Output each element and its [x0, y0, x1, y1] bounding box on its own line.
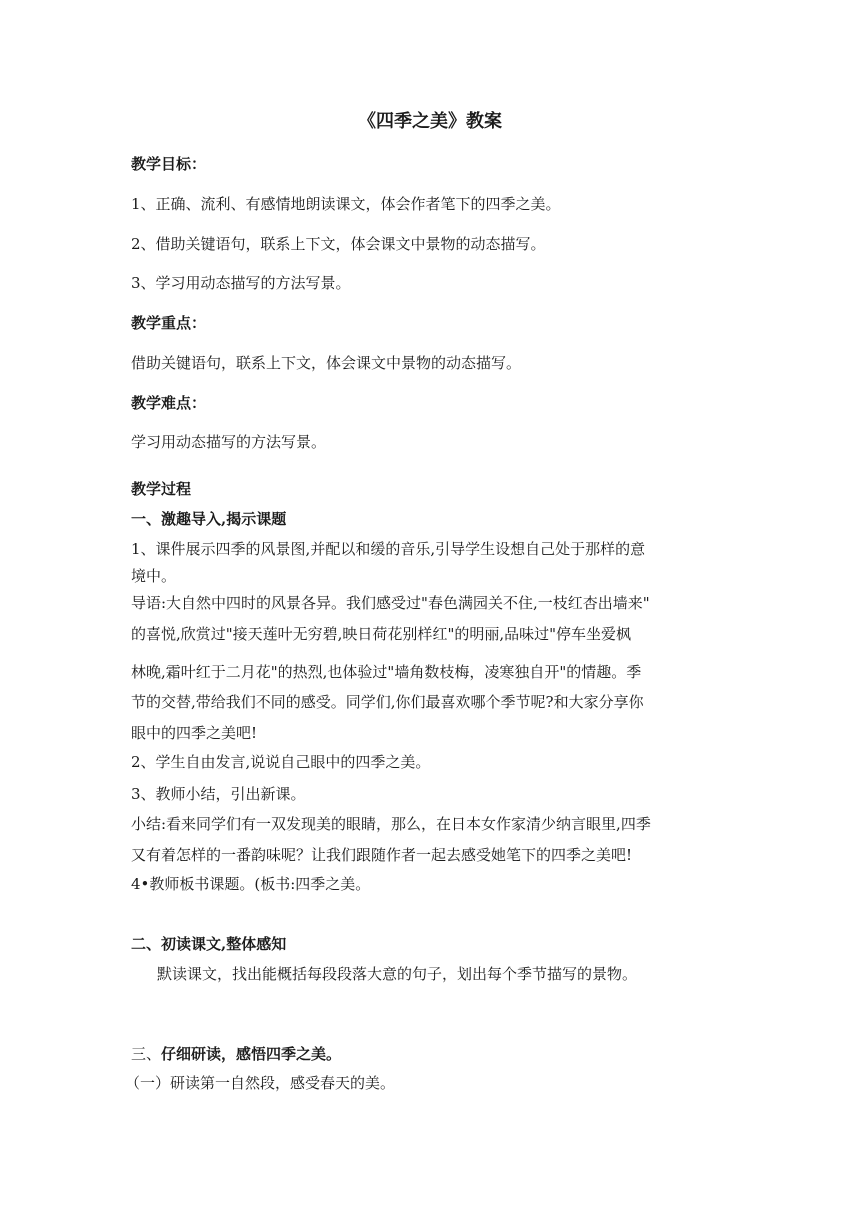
section3-sub: （一）研读第一自然段，感受春天的美。 — [125, 1074, 396, 1092]
section3-heading-prefix: 三、 — [131, 1045, 162, 1063]
process-heading: 教学过程 — [131, 480, 192, 498]
section3-heading — [131, 1044, 731, 1064]
section1-line: 1、课件展示四季的风景图,并配以和缓的音乐,引导学生设想自己处于那样的意 — [131, 540, 646, 558]
section1-line: 3、教师小结，引出新课。 — [131, 785, 306, 803]
section1-line: 境中。 — [131, 567, 177, 585]
goal-item: 2、借助关键语句，联系上下文，体会课文中景物的动态描写。 — [131, 235, 546, 253]
difficulty-heading: 教学难点： — [131, 394, 207, 412]
goals-heading: 教学目标： — [131, 155, 207, 173]
section1-line: 2、学生自由发言,说说自己眼中的四季之美。 — [131, 753, 431, 771]
section1-line: 节的交替,带给我们不同的感受。同学们,你们最喜欢哪个季节呢?和大家分享你 — [131, 693, 644, 711]
section1-line: 又有着怎样的一番韵味呢？让我们跟随作者一起去感受她笔下的四季之美吧! — [131, 846, 633, 864]
section2-text: 默读课文，找出能概括每段段落大意的句子，划出每个季节描写的景物。 — [157, 965, 638, 983]
section2-heading: 二、初读课文,整体感知 — [131, 935, 287, 953]
key-heading: 教学重点： — [131, 314, 207, 332]
section1-heading: 一、激趣导入,揭示课题 — [131, 510, 287, 528]
section1-line: 的喜悦,欣赏过"接天莲叶无穷碧,映日荷花别样红"的明丽,品味过"停车坐爱枫 — [131, 625, 632, 643]
section1-line: 眼中的四季之美吧! — [131, 724, 258, 742]
goal-item: 3、学习用动态描写的方法写景。 — [131, 274, 351, 292]
section1-line: 小结:看来同学们有一双发现美的眼睛，那么，在日本女作家清少纳言眼里,四季 — [131, 815, 651, 833]
difficulty-text: 学习用动态描写的方法写景。 — [131, 433, 327, 451]
section1-line: 4•教师板书课题。(板书:四季之美。 — [131, 875, 371, 893]
section3-heading-main: 仔细研读，感悟四季之美。 — [161, 1045, 342, 1063]
document-title: 《四季之美》教案 — [358, 111, 502, 132]
key-text: 借助关键语句，联系上下文，体会课文中景物的动态描写。 — [131, 354, 522, 372]
goal-item: 1、正确、流利、有感情地朗读课文，体会作者笔下的四季之美。 — [131, 195, 561, 213]
section1-line: 林晚,霜叶红于二月花"的热烈,也体验过"墙角数枝梅，凌寒独自开"的情趣。季 — [131, 663, 642, 681]
section1-line: 导语:大自然中四时的风景各异。我们感受过"春色满园关不住,一枝红杏出墙来" — [131, 594, 650, 612]
